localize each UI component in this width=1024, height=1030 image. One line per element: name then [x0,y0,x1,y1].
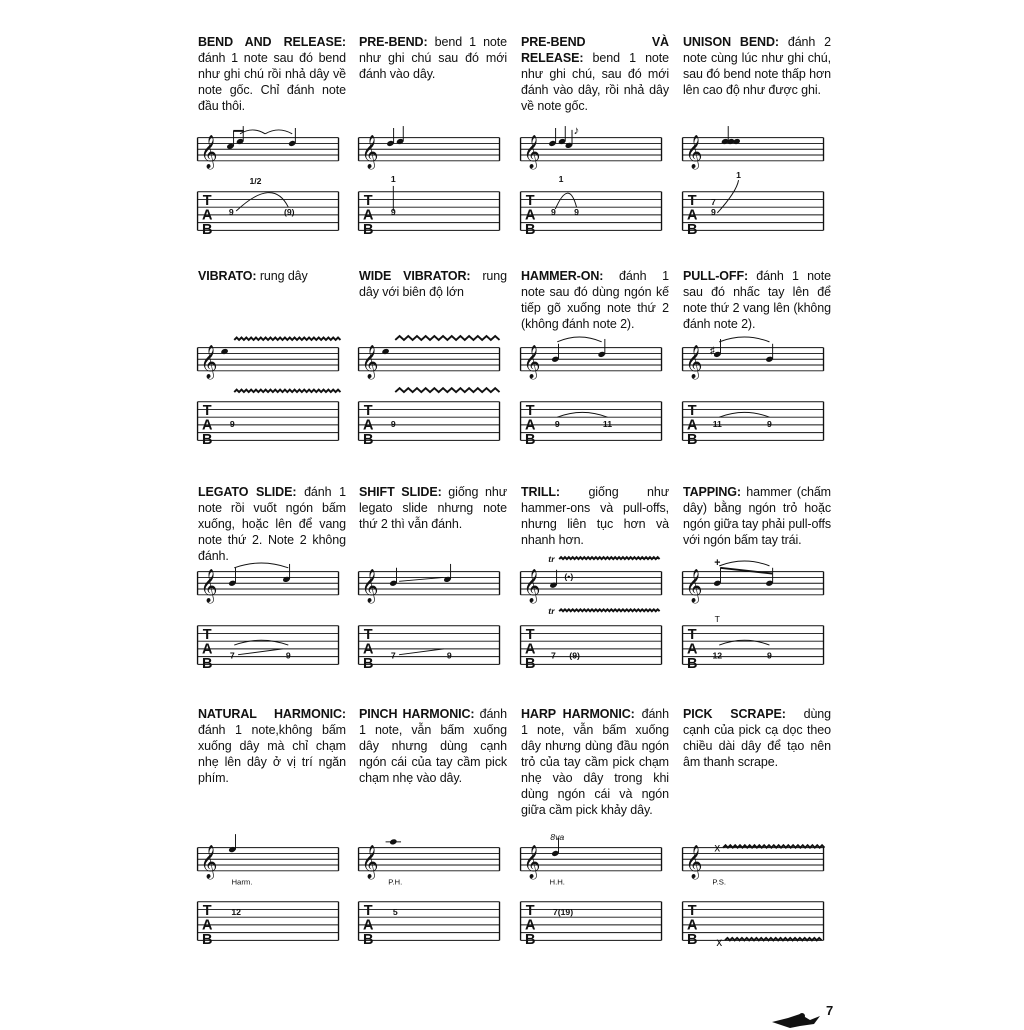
tap-plus-mark: + [714,556,721,569]
bend-amount: 1/2 [249,176,262,186]
technique-description [359,34,507,82]
slide-line [399,649,443,655]
technique-title: NATURAL HARMONIC: [198,707,346,721]
tab-clef-b: B [362,222,374,239]
treble-clef-icon: 𝄞 [361,569,379,602]
technique-description [521,34,669,114]
technique-title: PRE-BEND VÀ RELEASE: [521,35,669,65]
tab-clef-t: T [687,403,697,420]
octave-mark: 8va [550,831,565,842]
technique-description [521,706,669,818]
tab-number: 9 [285,650,291,661]
technique-description [521,484,669,548]
notation-figure [517,554,667,674]
tab-clef-t: T [363,903,373,920]
trill-line [559,557,659,559]
harmonic-label: P.H. [388,877,403,887]
notation-figure [517,124,667,240]
bend-amount: 1 [736,170,741,181]
technique-description [359,484,507,532]
technique-text: dùng cạnh của pick cạ dọc theo chiều dài dây để tạo nên âm thanh scrape. [683,707,831,769]
tab-clef-b: B [362,656,374,673]
bend-arrow [717,180,738,213]
slur [234,563,288,568]
technique-description [683,34,831,98]
slur [265,130,292,134]
tab-number: 9 [554,418,560,429]
tab-clef-b: B [686,656,698,673]
technique-text: đánh 1 note, vẫn bấm xuống dây nhưng dùng đầu ngón trỏ của tay cầm pick chạm nhẹ vào dây trong khi dùng ngón cái và ngón giữa cầm pick khảy dây. [521,707,669,817]
page-number: 7 [826,1003,834,1018]
technique-text: đánh 1 note rồi vuốt ngón bấm xuống, hoặc lên để vang note thứ 2. Note 2 không đánh. [198,485,347,563]
tab-clef-b: B [524,222,536,239]
technique-text: đánh 2 note cùng lúc như ghi chú, sau đó bend note thấp hơn lên cao độ như được ghi. [683,35,831,97]
tab-number: 11 [712,418,722,429]
tab-clef-t: T [525,193,535,210]
technique-text: rung dây với biên độ lớn [359,269,507,299]
tab-slur [719,412,769,417]
tab-clef-b: B [201,222,213,239]
notation-figure [194,562,344,674]
tab-clef-a: A [201,417,213,434]
tab-clef-t: T [202,627,212,644]
tab-number: 7 [711,197,716,208]
harmonic-label: H.H. [549,877,565,887]
technique-text: giống như legato slide nhưng note thứ 2 thì vẫn đánh. [359,485,507,531]
tab-number: 9 [390,206,396,217]
tab-clef-t: T [363,627,373,644]
vibrato-mark [234,390,340,392]
treble-clef-icon: 𝄞 [361,135,379,168]
tab-clef-b: B [524,656,536,673]
note-head [220,348,228,355]
tab-clef-b: B [201,432,213,449]
tab-clef-a: A [686,917,698,934]
tab-number: 7 [550,650,556,661]
technique-text: đánh 1 note, vẫn bấm xuống dây nhưng dùng cạnh ngón cái của tay cầm pick chạm nhẹ vào dây. [359,707,507,785]
technique-description [683,706,831,770]
tab-clef-a: A [201,641,213,658]
technique-description [359,268,507,300]
technique-text: bend 1 note như ghi chú, sau đó mới đánh vào dây, rồi nhả dây về note gốc. [521,51,669,113]
tab-clef-b: B [686,932,698,949]
notation-figure [679,838,829,950]
tab-number: 11 [602,418,613,429]
treble-clef-icon: 𝄞 [523,345,541,378]
tab-number: 12 [231,907,242,918]
tab-clef-a: A [524,917,536,934]
notation-figure [355,562,505,674]
tab-clef-a: A [686,207,698,224]
tab-clef-t: T [525,903,535,920]
technique-text: rung dây [256,269,308,283]
technique-text: hammer (chấm dây) bằng ngón trỏ hoặc ngón giữa tay phải pull-offs với ngón bấm tay trái. [683,485,831,547]
vibrato-mark [234,338,340,340]
notation-figure [517,831,667,950]
slur [719,337,769,342]
technique-title: HAMMER-ON: [521,269,604,283]
treble-clef-icon: 𝄞 [685,569,703,602]
tab-number: 7 [229,650,235,661]
tab-number: 9 [229,418,235,429]
treble-clef-icon: 𝄞 [685,345,703,378]
tab-clef-t: T [687,193,697,210]
x-notehead: x [716,937,723,950]
notation-figure [355,838,505,950]
wide-vibrato-mark [395,388,499,392]
tab-number: 9 [550,206,556,217]
tab-number: (9) [569,650,580,661]
treble-clef-icon: 𝄞 [200,135,218,168]
tab-clef-a: A [362,917,374,934]
tab-clef-t: T [687,627,697,644]
tab-clef-b: B [362,932,374,949]
technique-title: VIBRATO: [198,269,257,283]
tab-clef-t: T [363,193,373,210]
technique-text: đánh 1 note,không bấm xuống dây mà chỉ chạm nhẹ lên dây ở vị trí ngăn phím. [198,723,346,785]
treble-clef-icon: 𝄞 [361,345,379,378]
tab-clef-a: A [201,207,213,224]
technique-title: UNISON BEND: [683,35,779,49]
tab-clef-a: A [686,417,698,434]
guitarist-logo-icon [770,1010,825,1030]
tab-clef-b: B [524,432,536,449]
bend-arrow [236,193,288,211]
technique-title: PULL-OFF: [683,269,749,283]
tab-clef-b: B [686,222,698,239]
technique-description [198,268,346,284]
technique-title: LEGATO SLIDE: [198,485,297,499]
tab-clef-t: T [687,903,697,920]
slur [557,337,601,342]
technique-text: bend 1 note như ghi chú sau đó mới đánh vào dây. [359,35,507,81]
tab-clef-b: B [201,656,213,673]
treble-clef-icon: 𝄞 [523,845,541,878]
notation-figure [355,338,505,450]
tab-clef-a: A [362,417,374,434]
trill-mark: tr [548,606,555,617]
notation-figure [194,338,344,450]
scrape-label: P.S. [712,877,727,887]
tab-number: 9 [767,650,772,661]
bend-amount: 1 [558,174,564,185]
tab-clef-t: T [202,403,212,420]
beam [720,568,772,574]
technique-text: giống như hammer-ons và pull-offs, nhưng liên tục hơn và nhanh hơn. [521,485,669,547]
technique-title: HARP HARMONIC: [521,707,635,721]
tab-slur [557,412,607,417]
notation-figure [679,556,829,674]
note-head [381,348,389,355]
note-head [389,838,397,845]
tab-clef-a: A [201,917,213,934]
technique-title: BEND AND RELEASE: [198,35,346,49]
slide-line [238,649,282,655]
tab-clef-a: A [362,641,374,658]
tab-clef-a: A [686,641,698,658]
tab-number: (9) [283,206,295,217]
tap-t-mark: T [714,613,720,624]
treble-clef-icon: 𝄞 [200,845,218,878]
wide-vibrato-mark [395,336,499,340]
tab-number: 9 [574,206,579,217]
tab-number: 9 [711,206,716,217]
tab-clef-b: B [201,932,213,949]
treble-clef-icon: 𝄞 [685,845,703,878]
technique-title: SHIFT SLIDE: [359,485,442,499]
treble-clef-icon: 𝄞 [200,569,218,602]
technique-description [198,706,346,786]
x-notehead: x [714,842,721,855]
tab-number: 5 [392,907,398,918]
tab-clef-t: T [363,403,373,420]
tab-number: 7 [390,650,396,661]
tab-clef-a: A [524,207,536,224]
technique-description [683,484,831,548]
grace-note-icon: ♪ [573,124,580,137]
technique-title: WIDE VIBRATOR: [359,269,471,283]
bend-amount: 1 [390,174,396,185]
tab-clef-t: T [202,193,212,210]
trill-line [559,609,659,611]
tab-clef-b: B [686,432,698,449]
tab-clef-t: T [525,627,535,644]
treble-clef-icon: 𝄞 [523,135,541,168]
technique-description [198,484,346,564]
technique-title: TAPPING: [683,485,741,499]
trill-mark: tr [548,554,555,564]
technique-text: đánh 1 note sau đó dùng ngón kế tiếp gõ xuống note thứ 2 (không đánh note 2). [521,269,669,331]
treble-clef-icon: 𝄞 [523,569,541,602]
technique-description [683,268,831,332]
notation-figure [194,838,344,950]
tab-number: 9 [446,650,452,661]
scrape-line [725,938,822,940]
technique-description [521,268,669,332]
technique-description [198,34,346,114]
notation-figure [194,128,344,240]
notation-figure [679,338,829,450]
note-head [732,138,740,145]
tab-clef-a: A [524,417,536,434]
tab-clef-t: T [525,403,535,420]
treble-clef-icon: 𝄞 [361,845,379,878]
notation-figure [679,128,829,240]
treble-clef-icon: 𝄞 [685,135,703,168]
tab-number: 9 [767,418,772,429]
technique-title: TRILL: [521,485,560,499]
technique-description [359,706,507,786]
tab-number: 9 [228,206,234,217]
notation-figure [355,128,505,240]
technique-text: đánh 1 note sau đó nhấc tay lên để note thứ 2 vang lên (không đánh note 2). [683,269,831,331]
tab-number: 7(19) [552,907,574,918]
tab-clef-a: A [362,207,374,224]
harmonic-label: Harm. [231,877,253,887]
tab-clef-b: B [524,932,536,949]
slide-line [399,577,443,581]
tab-number: 9 [390,418,396,429]
tab-clef-t: T [202,903,212,920]
technique-title: PRE-BEND: [359,35,428,49]
treble-clef-icon: 𝄞 [200,345,218,378]
trill-aux-note: (•) [564,571,574,582]
slur [719,561,769,566]
technique-text: đánh 1 note sau đó bend như ghi chú rồi nhả dây về note gốc. Chỉ đánh note đầu thôi. [198,51,346,113]
tab-number: 12 [712,650,723,661]
technique-title: PINCH HARMONIC: [359,707,475,721]
tab-clef-a: A [524,641,536,658]
tab-clef-b: B [362,432,374,449]
technique-title: PICK SCRAPE: [683,707,786,721]
sharp-icon: ♯ [710,345,715,357]
notation-figure [517,338,667,450]
